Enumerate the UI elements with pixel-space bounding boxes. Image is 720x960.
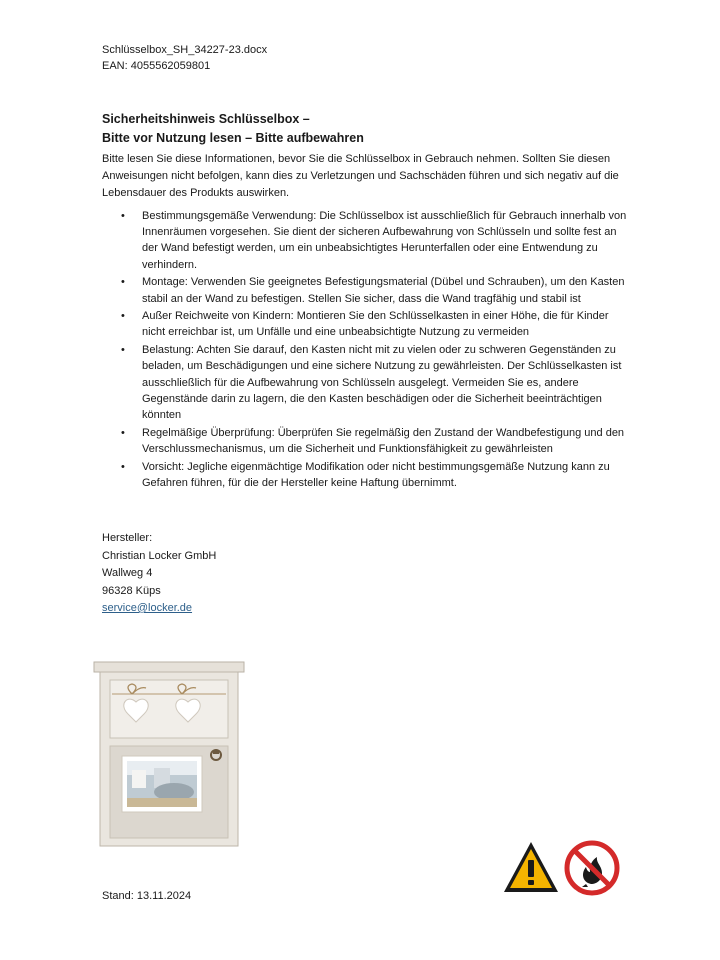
intro-paragraph: Bitte lesen Sie diese Informationen, bevor Sie die Schlüsselbox in Gebrauch nehmen. Sollten Sie diesen Anweisungen nicht befolgen, kann dies zu Verletzungen und Sachschäden führen und sich negativ auf die Lebensdauer des Produkts auswirken. — [102, 153, 619, 199]
list-item — [102, 425, 627, 457]
safety-bullet-list — [102, 208, 627, 492]
ean-text: EAN: 4055562059801 — [102, 60, 211, 72]
list-item — [102, 208, 627, 273]
document-header — [102, 42, 267, 74]
bullet-icon: • — [121, 344, 125, 357]
bullet-icon: • — [121, 426, 125, 439]
bullet-text: Außer Reichweite von Kindern: Montieren Sie den Schlüsselkasten in einer Höhe, die für Kinder nicht erreichbar ist, um Unfälle und eine unbeabsichtigte Nutzung zu vermeiden — [142, 310, 609, 339]
bullet-text: Montage: Verwenden Sie geeignetes Befestigungsmaterial (Dübel und Schrauben), um den Kasten stabil an der Wand zu befestigen. Stellen Sie sicher, dass die Wand tragfähig und stabil ist — [142, 276, 625, 305]
filename-text: Schlüsselbox_SH_34227-23.docx — [102, 44, 268, 56]
title-line-1: Sicherheitshinweis Schlüsselbox – — [102, 112, 310, 126]
list-item — [102, 459, 627, 491]
manufacturer-email-link[interactable]: service@locker.de — [102, 602, 193, 614]
bullet-text: Bestimmungsgemäße Verwendung: Die Schlüsselbox ist ausschließlich für Gebrauch innerhalb von Innenräumen vorgesehen. Sie dient der sicheren Aufbewahrung von Schlüsseln und sollte fest an der Wand befestigt werden, um ein unbeabsichtigtes Herunterfallen oder eine Entwendung zu verhindern. — [142, 210, 627, 271]
manufacturer-name: Christian Locker GmbH — [102, 549, 217, 562]
no-open-flame-icon — [564, 840, 620, 896]
product-photo-key-box — [92, 660, 248, 850]
manufacturer-city: 96328 Küps — [102, 584, 161, 597]
list-item — [102, 274, 627, 306]
bullet-text: Belastung: Achten Sie darauf, den Kasten nicht mit zu vielen oder zu schweren Gegenständen zu beladen, um Beschädigungen und eine sichere Nutzung zu gewährleisten. Der Schlüsselkasten ist ausschließlich für die Aufbewahrung von Schlüsseln ausgelegt. Vermeiden Sie es, andere Gegenstände darin zu lagern, die den Kasten beschädigen oder die Sicherheit beeinträchtigen könnten — [142, 344, 622, 421]
bullet-icon: • — [121, 276, 125, 289]
bullet-icon: • — [121, 310, 125, 323]
list-item — [102, 342, 627, 423]
bullet-icon: • — [121, 210, 125, 222]
manufacturer-street: Wallweg 4 — [102, 567, 153, 579]
list-item — [102, 308, 627, 340]
bullet-text: Regelmäßige Überprüfung: Überprüfen Sie regelmäßig den Zustand der Wandbefestigung und den Verschlussmechanismus, um die Sicherheit und Funktionsfähigkeit zu gewährleisten — [142, 426, 625, 455]
title-line-2: Bitte vor Nutzung lesen – Bitte aufbewahren — [102, 131, 364, 145]
warning-triangle-icon — [502, 840, 560, 894]
manufacturer-block — [102, 530, 216, 618]
footer-stand-date: Stand: 13.11.2024 — [102, 890, 192, 902]
bullet-text: Vorsicht: Jegliche eigenmächtige Modifikation oder nicht bestimmungsgemäße Nutzung kann zu Gefahren führen, für die der Hersteller keine Haftung übernimmt. — [142, 460, 610, 489]
bullet-icon: • — [121, 460, 125, 473]
document-title — [102, 110, 364, 148]
manufacturer-label: Hersteller: — [102, 532, 153, 544]
